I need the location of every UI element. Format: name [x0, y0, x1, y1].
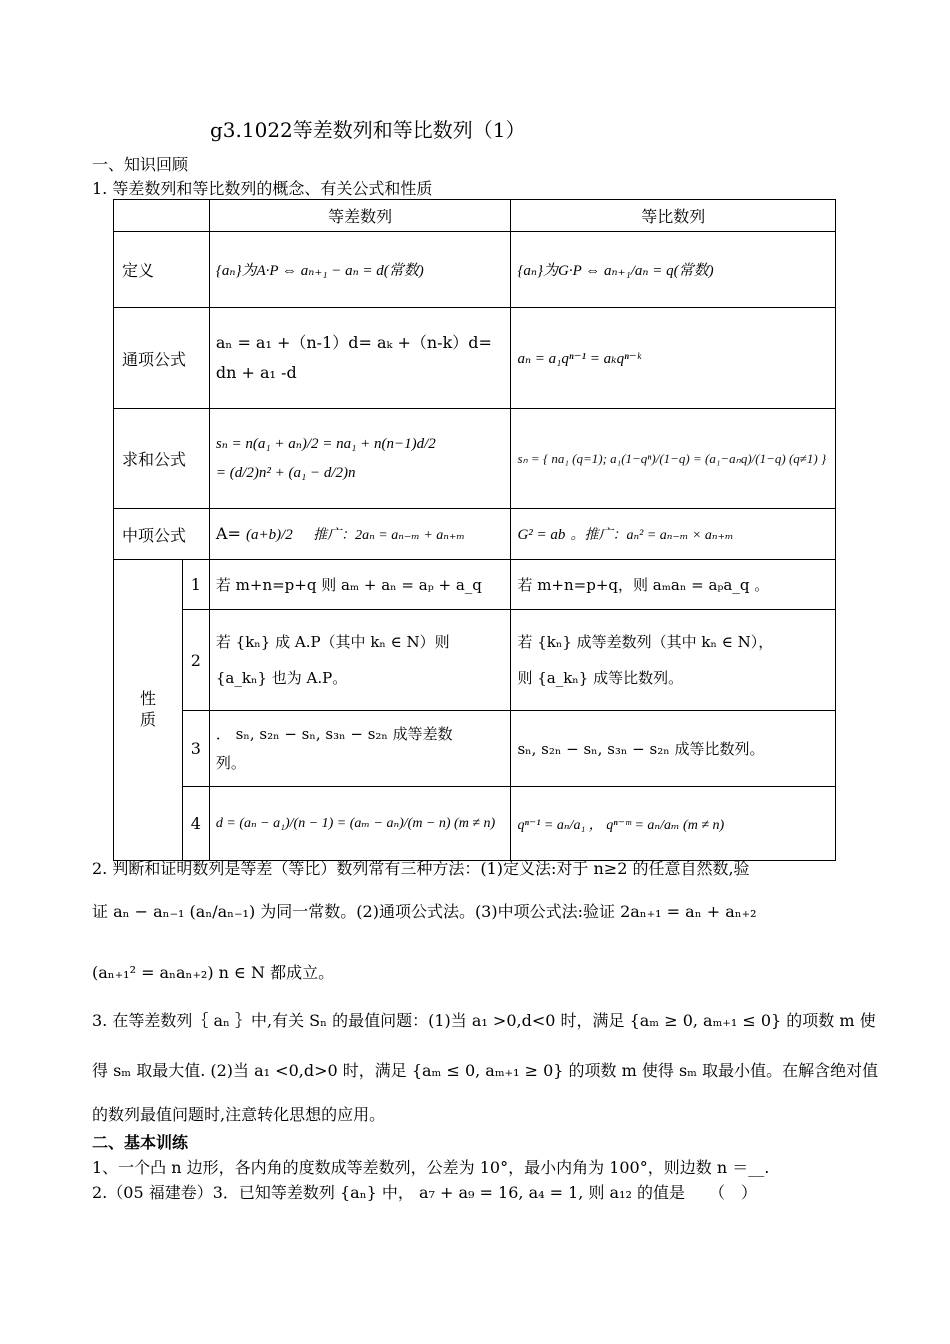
property-3-arith-line1: ． sₙ, s₂ₙ − sₙ, s₃ₙ − s₂ₙ 成等差数: [215, 725, 453, 743]
label-middle: 中项公式: [114, 509, 210, 560]
property-4-num: 4: [182, 787, 209, 861]
property-3-num: 3: [182, 711, 209, 787]
item-3-line3: 的数列最值问题时,注意转化思想的应用。: [92, 1105, 386, 1124]
header-arith: 等差数列: [209, 200, 511, 232]
item-3-line2: 得 sₘ 取最大值. (2)当 a₁ <0,d>0 时，满足 {aₘ ≤ 0, aₘ₊₁ ≥ 0} 的项数 m 使得 sₘ 取最小值。在解含绝对值: [92, 1061, 879, 1080]
row-definition: [114, 232, 836, 308]
page-title: g3.1022等差数列和等比数列（1）: [210, 118, 526, 142]
item-2-line2: 证 aₙ − aₙ₋₁ (aₙ/aₙ₋₁) 为同一常数。(2)通项公式法。(3)中项公式法:验证 2aₙ₊₁ = aₙ + aₙ₊₂: [92, 902, 757, 921]
middle-geo-ext: 。推广：aₙ² = aₙ₋ₘ × aₙ₊ₘ: [570, 528, 734, 543]
item-2-line1: 2. 判断和证明数列是等差（等比）数列常有三种方法：(1)定义法:对于 n≥2 的任意自然数,验: [92, 859, 750, 878]
sum-geo: sₙ = { na₁ (q=1); a₁(1−qⁿ)/(1−q) = (a₁−aₙq)/(1−q) (q≠1) }: [511, 409, 836, 509]
middle-arith-prefix: A=: [215, 524, 241, 543]
property-4-geo: qⁿ⁻¹ = aₙ/a₁ ， qⁿ⁻ᵐ = aₙ/aₘ (m ≠ n): [511, 787, 836, 861]
section-heading-training: 二、基本训练: [92, 1133, 189, 1152]
section-heading-review: 一、知识回顾: [92, 155, 189, 174]
property-3-arith: [209, 711, 511, 787]
middle-arith-frac: (a+b)/2: [245, 527, 293, 543]
formula-table: [113, 199, 836, 861]
middle-arith-ext: 推广：2aₙ = aₙ₋ₘ + aₙ₊ₘ: [313, 528, 465, 543]
row-property-1: [114, 560, 836, 610]
row-property-3: [114, 711, 836, 787]
sum-arith: [209, 409, 511, 509]
item-3-line1: 3. 在等差数列｛ aₙ ｝中,有关 Sₙ 的最值问题：(1)当 a₁ >0,d<0 时，满足 {aₘ ≥ 0, aₘ₊₁ ≤ 0} 的项数 m 使: [92, 1011, 876, 1030]
property-2-geo-line2: 则 {a_kₙ} 成等比数列。: [517, 669, 684, 687]
sum-arith-line2: = (d/2)n² + (a₁ − d/2)n: [215, 464, 356, 481]
sum-arith-line1: sₙ = n(a₁ + aₙ)/2 = na₁ + n(n−1)d/2: [215, 436, 436, 452]
property-2-arith: [209, 610, 511, 711]
exercise-1: 1、一个凸 n 边形，各内角的度数成等差数列，公差为 10°，最小内角为 100°，则边数 n ＝__.: [92, 1158, 770, 1177]
property-3-arith-line2: 列。: [215, 753, 246, 772]
row-property-2: [114, 610, 836, 711]
property-1-arith: 若 m+n=p+q 则 aₘ + aₙ = aₚ + a_q: [209, 560, 511, 610]
item-2-line3: (aₙ₊₁² = aₙaₙ₊₂) n ∈ N 都成立。: [92, 963, 335, 982]
general-geo: aₙ = a₁qⁿ⁻¹ = aₖqⁿ⁻ᵏ: [511, 308, 836, 409]
item-2-paragraph: [92, 854, 862, 996]
def-geo: {aₙ}为G·P ⇔ aₙ₊₁/aₙ = q(常数): [511, 232, 836, 308]
label-sum: 求和公式: [114, 409, 210, 509]
item-1-heading: 1. 等差数列和等比数列的概念、有关公式和性质: [92, 179, 433, 198]
property-2-arith-line1: 若 {kₙ} 成 A.P（其中 kₙ ∈ N）则: [215, 633, 450, 651]
exercise-2: 2.（05 福建卷）3．已知等差数列 {aₙ} 中， a₇ + a₉ = 16, a₄ = 1, 则 a₁₂ 的值是 （ ）: [92, 1183, 757, 1202]
property-2-geo-line1: 若 {kₙ} 成等差数列（其中 kₙ ∈ N），: [517, 633, 774, 651]
header-empty-cell: [114, 200, 210, 232]
row-general-term: [114, 308, 836, 409]
property-4-arith: d = (aₙ − a₁)/(n − 1) = (aₘ − aₙ)/(m − n) (m ≠ n): [209, 787, 511, 861]
middle-arith: [209, 509, 511, 560]
general-arith: aₙ = a₁ +（n-1）d= aₖ +（n-k）d= dn + a₁ -d: [209, 308, 511, 409]
property-2-geo: [511, 610, 836, 711]
item-3-paragraph: [92, 1002, 879, 1128]
def-arith: {aₙ}为A·P ⇔ aₙ₊₁ − aₙ = d(常数): [209, 232, 511, 308]
table-header-row: [114, 200, 836, 232]
header-geo: 等比数列: [511, 200, 836, 232]
row-middle: [114, 509, 836, 560]
property-3-geo: sₙ, s₂ₙ − sₙ, s₃ₙ − s₂ₙ 成等比数列。: [511, 711, 836, 787]
middle-geo-main: G² = ab: [517, 527, 566, 543]
property-1-num: 1: [182, 560, 209, 610]
label-property: [114, 560, 183, 861]
property-1-geo: 若 m+n=p+q，则 aₘaₙ = aₚa_q 。: [511, 560, 836, 610]
property-2-num: 2: [182, 610, 209, 711]
property-2-arith-line2: {a_kₙ} 也为 A.P。: [215, 669, 348, 687]
row-sum: [114, 409, 836, 509]
label-general-term: 通项公式: [114, 308, 210, 409]
label-definition: 定义: [114, 232, 210, 308]
row-property-4: [114, 787, 836, 861]
label-property-text: 性质: [139, 689, 156, 729]
middle-geo: [511, 509, 836, 560]
